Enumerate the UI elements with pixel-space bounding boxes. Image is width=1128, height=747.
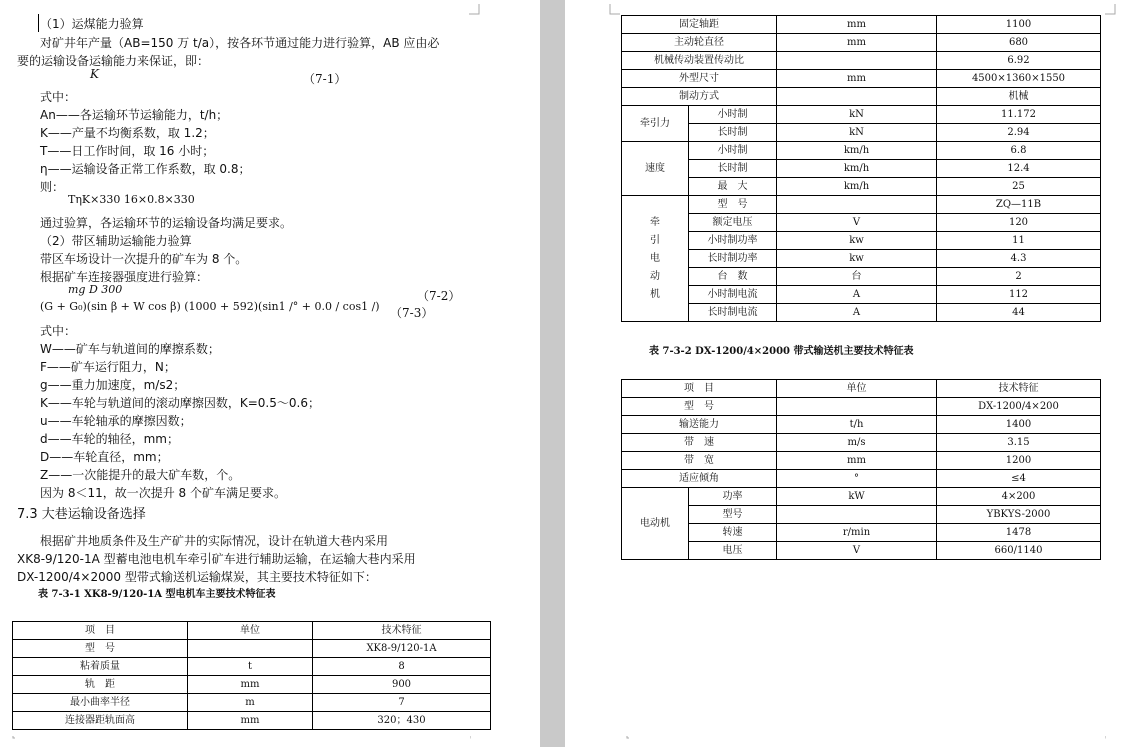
table-cell: 小时制电流 xyxy=(689,286,777,304)
table-cell: 型 号 xyxy=(13,640,188,658)
table-cell: 44 xyxy=(937,304,1101,322)
column-header: 项 目 xyxy=(622,380,777,398)
vertical-label-char: 电 xyxy=(650,252,660,264)
table-cell: 7 xyxy=(313,694,491,712)
table-cell: 粘着质量 xyxy=(13,658,188,676)
table-cell: 2 xyxy=(937,268,1101,286)
table-cell: mm xyxy=(188,712,313,730)
table-cell: 1400 xyxy=(937,416,1101,434)
table-cell: 25 xyxy=(937,178,1101,196)
table-cell: 型号 xyxy=(689,506,777,524)
group-label-cell: 速度 xyxy=(622,142,689,196)
table-row xyxy=(622,416,1101,434)
formula-fragment: mg D 300 xyxy=(68,283,123,296)
table-cell: mm xyxy=(188,676,313,694)
column-header: 项 目 xyxy=(13,622,188,640)
table-row xyxy=(13,694,491,712)
table-cell: ° xyxy=(777,470,937,488)
definition-line: g——重力加速度，m/s2； xyxy=(40,378,186,392)
table-row xyxy=(622,178,1101,196)
table-cell: 型 号 xyxy=(622,398,777,416)
group-label-cell: 电动机 xyxy=(622,488,689,560)
definition-line: K——产量不均衡系数，取 1.2； xyxy=(40,126,215,140)
paragraph-line: 通过验算，各运输环节的运输设备均满足要求。 xyxy=(40,216,293,230)
document-page-left xyxy=(0,0,540,747)
table-cell: 机械 xyxy=(937,88,1101,106)
formula-fragment: K xyxy=(90,67,99,81)
table-cell: mm xyxy=(777,452,937,470)
table-cell xyxy=(777,506,937,524)
table-cell: A xyxy=(777,286,937,304)
table-cell xyxy=(777,52,937,70)
subsection-heading: （1）运煤能力验算 xyxy=(40,17,144,31)
table-cell: mm xyxy=(777,34,937,52)
equation-number: （7-1） xyxy=(303,72,347,86)
locomotive-spec-table xyxy=(12,621,491,730)
formula-fragment: (G + G₀)(sin β + W cos β) (1000 + 592)(sin1 /° + 0.0 / cos1 /) xyxy=(40,300,380,313)
paragraph-line: 因为 8＜11，故一次提升 8 个矿车满足要求。 xyxy=(40,486,286,500)
table-cell: m xyxy=(188,694,313,712)
table-row xyxy=(622,542,1101,560)
vertical-label-char: 引 xyxy=(650,234,660,246)
table-cell: t xyxy=(188,658,313,676)
table-cell: 900 xyxy=(313,676,491,694)
equation-number: （7-3） xyxy=(390,306,434,320)
table-cell: 6.92 xyxy=(937,52,1101,70)
table-cell: 电压 xyxy=(689,542,777,560)
table-row xyxy=(13,658,491,676)
definition-line: F——矿车运行阻力，N； xyxy=(40,360,176,374)
table-cell: mm xyxy=(777,70,937,88)
table-row xyxy=(622,142,1101,160)
table-cell xyxy=(777,88,937,106)
table-row xyxy=(622,70,1101,88)
table-cell: 6.8 xyxy=(937,142,1101,160)
table-cell: 长时制功率 xyxy=(689,250,777,268)
table-cell: 制动方式 xyxy=(622,88,777,106)
table-cell: 最 大 xyxy=(689,178,777,196)
corner-crop-mark xyxy=(1105,4,1117,16)
where-label: 式中： xyxy=(40,90,77,104)
table-cell: 台 数 xyxy=(689,268,777,286)
table-row xyxy=(622,214,1101,232)
table-cell: 额定电压 xyxy=(689,214,777,232)
paragraph-line: XK8-9/120-1A 型蓄电池电机车牵引矿车进行辅助运输，在运输大巷内采用 xyxy=(17,552,416,566)
table-cell: 1200 xyxy=(937,452,1101,470)
table-cell: 机械传动装置传动比 xyxy=(622,52,777,70)
page-gap xyxy=(540,0,565,747)
table-cell: 小时制 xyxy=(689,142,777,160)
table-cell: 功率 xyxy=(689,488,777,506)
table-cell: kN xyxy=(777,106,937,124)
paragraph-line: 带区车场设计一次提升的矿车为 8 个。 xyxy=(40,252,248,266)
table-row xyxy=(622,470,1101,488)
table-cell: 输送能力 xyxy=(622,416,777,434)
table-cell: kw xyxy=(777,250,937,268)
table-cell: ZQ—11B xyxy=(937,196,1101,214)
table-cell: r/min xyxy=(777,524,937,542)
table-cell: 轨 距 xyxy=(13,676,188,694)
table-cell: 4.3 xyxy=(937,250,1101,268)
table-cell: 4500×1360×1550 xyxy=(937,70,1101,88)
definition-line: u——车轮轴承的摩擦因数； xyxy=(40,414,192,428)
table-cell: km/h xyxy=(777,142,937,160)
group-label-cell-vertical xyxy=(622,196,689,322)
column-header: 单位 xyxy=(188,622,313,640)
table-row xyxy=(622,196,1101,214)
table-cell: 11 xyxy=(937,232,1101,250)
table-cell: 11.172 xyxy=(937,106,1101,124)
table-cell: 最小曲率半径 xyxy=(13,694,188,712)
subsection-heading: （2）带区辅助运输能力验算 xyxy=(40,234,192,248)
column-header: 技术特征 xyxy=(313,622,491,640)
table-row xyxy=(622,106,1101,124)
column-header: 单位 xyxy=(777,380,937,398)
table-row xyxy=(622,452,1101,470)
table-row xyxy=(622,52,1101,70)
table-row xyxy=(622,434,1101,452)
table-cell: 小时制 xyxy=(689,106,777,124)
table-row xyxy=(13,640,491,658)
column-header: 技术特征 xyxy=(937,380,1101,398)
table-cell: 3.15 xyxy=(937,434,1101,452)
group-label-cell: 牵引力 xyxy=(622,106,689,142)
table-cell: V xyxy=(777,542,937,560)
corner-crop-mark xyxy=(608,4,620,16)
table-row xyxy=(622,268,1101,286)
table-cell: 主动轮直径 xyxy=(622,34,777,52)
table-cell: kW xyxy=(777,488,937,506)
table-cell: YBKYS-2000 xyxy=(937,506,1101,524)
table-row xyxy=(622,232,1101,250)
table-caption: 表 7-3-1 XK8-9/120-1A 型电机车主要技术特征表 xyxy=(38,589,276,600)
definition-line: η——运输设备正常工作系数，取 0.8； xyxy=(40,162,251,176)
table-cell: DX-1200/4×200 xyxy=(937,398,1101,416)
table-row xyxy=(622,488,1101,506)
table-cell: 长时制电流 xyxy=(689,304,777,322)
table-cell: ≤4 xyxy=(937,470,1101,488)
table-cell: 4×200 xyxy=(937,488,1101,506)
table-cell: XK8-9/120-1A xyxy=(313,640,491,658)
definition-line: K——车轮与轨道间的滚动摩擦因数，K=0.5～0.6； xyxy=(40,396,320,410)
table-row xyxy=(622,286,1101,304)
table-cell: V xyxy=(777,214,937,232)
table-cell xyxy=(188,640,313,658)
table-row xyxy=(13,712,491,730)
table-cell: 8 xyxy=(313,658,491,676)
equation-number: （7-2） xyxy=(417,289,461,303)
paragraph-line: 对矿井年产量（AB=150 万 t/a），按各环节通过能力进行验算，AB 应由必 xyxy=(40,36,440,50)
definition-line: Z——一次能提升的最大矿车数，个。 xyxy=(40,468,241,482)
table-cell: km/h xyxy=(777,178,937,196)
corner-crop-mark xyxy=(470,736,482,747)
text-cursor xyxy=(38,14,39,32)
formula-fragment: TηK×330 16×0.8×330 xyxy=(68,193,195,206)
table-cell: 外型尺寸 xyxy=(622,70,777,88)
table-cell: 112 xyxy=(937,286,1101,304)
vertical-label-char: 机 xyxy=(650,288,660,300)
paragraph-line: 要的运输设备运输能力来保证，即： xyxy=(17,54,210,68)
table-cell: 长时制 xyxy=(689,160,777,178)
corner-crop-mark xyxy=(617,736,629,747)
table-row xyxy=(622,398,1101,416)
table-row xyxy=(622,124,1101,142)
table-cell: 适应倾角 xyxy=(622,470,777,488)
table-caption: 表 7-3-2 DX-1200/4×2000 带式输送机主要技术特征表 xyxy=(649,346,914,357)
paragraph-line: 根据矿车连接器强度进行验算： xyxy=(40,270,209,284)
table-cell: kN xyxy=(777,124,937,142)
paragraph-line: DX-1200/4×2000 型带式输送机运输煤炭，其主要技术特征如下： xyxy=(17,570,377,584)
table-row xyxy=(622,506,1101,524)
vertical-label-char: 动 xyxy=(650,270,660,282)
definition-line: d——车轮的轴径，mm； xyxy=(40,432,179,446)
table-row xyxy=(622,160,1101,178)
table-cell: km/h xyxy=(777,160,937,178)
table-cell: 2.94 xyxy=(937,124,1101,142)
table-cell: 120 xyxy=(937,214,1101,232)
corner-crop-mark xyxy=(3,736,15,747)
corner-crop-mark xyxy=(1105,736,1117,747)
table-cell: A xyxy=(777,304,937,322)
table-row xyxy=(622,16,1101,34)
corner-crop-mark xyxy=(469,4,481,16)
definition-line: D——车轮直径，mm； xyxy=(40,450,169,464)
table-cell: 带 宽 xyxy=(622,452,777,470)
conveyor-spec-table xyxy=(621,379,1101,560)
table-cell xyxy=(777,398,937,416)
table-row xyxy=(622,524,1101,542)
definition-line: An——各运输环节运输能力，t/h； xyxy=(40,108,229,122)
table-cell: 320；430 xyxy=(313,712,491,730)
table-cell xyxy=(777,196,937,214)
table-cell: 型 号 xyxy=(689,196,777,214)
table-cell: 带 速 xyxy=(622,434,777,452)
table-cell: 1100 xyxy=(937,16,1101,34)
table-cell: mm xyxy=(777,16,937,34)
vertical-label-char: 牵 xyxy=(650,216,660,228)
definition-line: W——矿车与轨道间的摩擦系数； xyxy=(40,342,220,356)
table-cell: 转速 xyxy=(689,524,777,542)
table-cell: 660/1140 xyxy=(937,542,1101,560)
table-row xyxy=(13,676,491,694)
table-cell: t/h xyxy=(777,416,937,434)
table-header-row xyxy=(13,622,491,640)
definition-line: T——日工作时间，取 16 小时； xyxy=(40,144,215,158)
table-cell: 固定轴距 xyxy=(622,16,777,34)
then-label: 则： xyxy=(40,180,65,194)
table-cell: kw xyxy=(777,232,937,250)
table-cell: 长时制 xyxy=(689,124,777,142)
where-label: 式中： xyxy=(40,324,77,338)
table-cell: 1478 xyxy=(937,524,1101,542)
table-row xyxy=(622,88,1101,106)
table-cell: 680 xyxy=(937,34,1101,52)
table-cell: 12.4 xyxy=(937,160,1101,178)
document-page-right xyxy=(565,0,1128,747)
table-row xyxy=(622,250,1101,268)
table-row xyxy=(622,304,1101,322)
table-cell: m/s xyxy=(777,434,937,452)
table-cell: 连接器距轨面高 xyxy=(13,712,188,730)
table-row xyxy=(622,34,1101,52)
table-cell: 台 xyxy=(777,268,937,286)
section-heading: 7.3 大巷运输设备选择 xyxy=(17,507,146,522)
table-header-row xyxy=(622,380,1101,398)
locomotive-spec-table-continued xyxy=(621,15,1101,322)
table-cell: 小时制功率 xyxy=(689,232,777,250)
paragraph-line: 根据矿井地质条件及生产矿井的实际情况，设计在轨道大巷内采用 xyxy=(40,534,389,548)
